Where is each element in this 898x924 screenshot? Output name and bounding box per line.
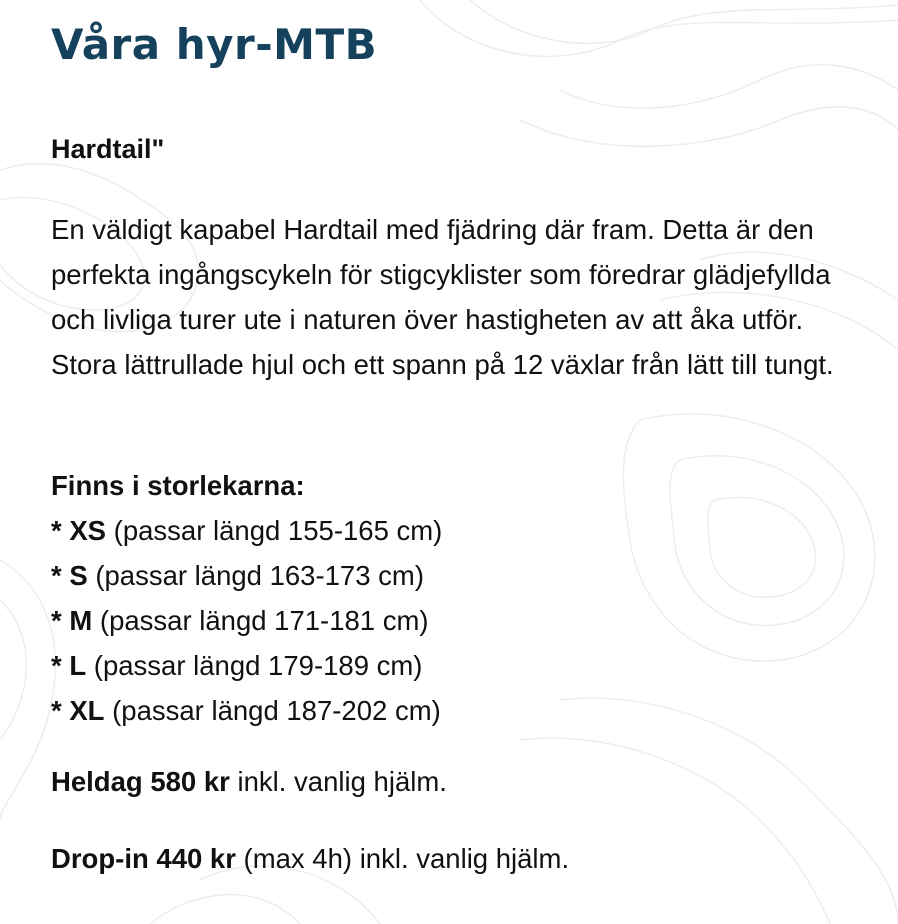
size-item-m [51, 598, 442, 643]
size-bullet: * [51, 605, 70, 636]
size-bullet: * [51, 650, 70, 681]
size-item-xl [51, 688, 442, 733]
page-title: Våra hyr-MTB [51, 20, 378, 69]
size-item-xs [51, 508, 442, 553]
size-bullet: * [51, 515, 70, 546]
price-heldag-note: inkl. vanlig hjälm. [229, 766, 447, 797]
price-heldag-label: Heldag 580 kr [51, 766, 230, 797]
size-note: (passar längd 171-181 cm) [92, 605, 429, 636]
size-note: (passar längd 187-202 cm) [104, 695, 441, 726]
size-label: M [69, 605, 93, 636]
size-label: L [69, 650, 87, 681]
size-note: (passar längd 155-165 cm) [106, 515, 443, 546]
size-bullet: * [51, 560, 70, 591]
size-bullet: * [51, 695, 70, 726]
size-note: (passar längd 179-189 cm) [86, 650, 423, 681]
bike-description: En väldigt kapabel Hardtail med fjädring där fram. Detta är den perfekta ingångscykeln för stigcyklister som föredrar glädjefyllda och livliga turer ute i naturen över hastigheten av att åka utför. Stora lättrullade hjul och ett spann på 12 växlar från lätt till tungt. [51, 214, 834, 380]
sizes-heading: Finns i storlekarna: [51, 470, 305, 501]
bike-name-heading: Hardtail" [51, 134, 165, 164]
price-dropin-label: Drop-in 440 kr [51, 843, 236, 874]
size-label: XS [69, 515, 107, 546]
size-item-l [51, 643, 442, 688]
size-label: S [69, 560, 88, 591]
price-heldag [51, 766, 447, 798]
price-dropin-note: (max 4h) inkl. vanlig hjälm. [235, 843, 570, 874]
size-label: XL [69, 695, 105, 726]
size-item-s [51, 553, 442, 598]
size-list [51, 508, 442, 733]
sizes-section [51, 463, 442, 733]
size-note: (passar längd 163-173 cm) [87, 560, 424, 591]
price-dropin [51, 843, 569, 875]
